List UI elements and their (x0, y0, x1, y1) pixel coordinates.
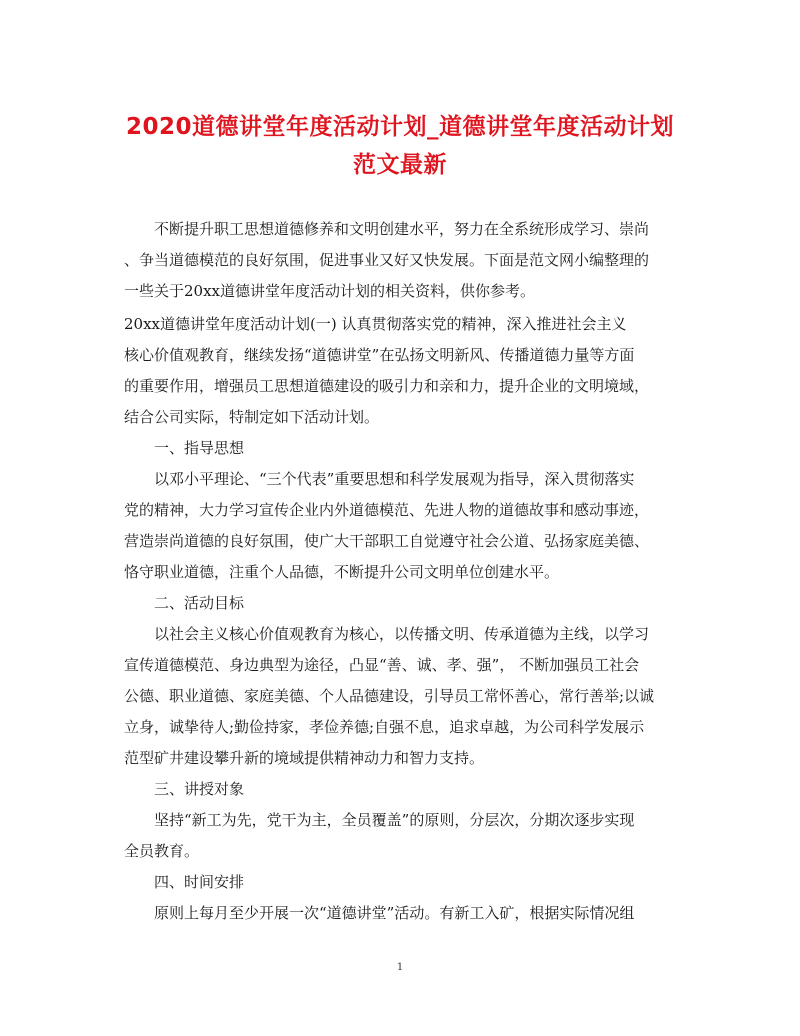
body-line: 坚持“新工为先，党干为主，全员覆盖”的原则，分层次，分期次逐步实现 (154, 811, 635, 829)
body-line: 核心价值观教育，继续发扬“道德讲堂”在弘扬文明新风、传播道德力量等方面 (124, 346, 635, 364)
section-heading: 四、时间安排 (154, 873, 245, 891)
body-line: 立身，诚挚待人;勤俭持家，孝俭养德;自强不息，追求卓越，为公司科学发展示 (124, 718, 645, 736)
body-line: 原则上每月至少开展一次“道德讲堂”活动。有新工入矿，根据实际情况组 (154, 904, 635, 922)
section-heading: 二、活动目标 (154, 594, 245, 612)
body-line: 不断提升职工思想道德修养和文明创建水平，努力在全系统形成学习、崇尚 (154, 220, 650, 238)
document-title-line-1: 2020道德讲堂年度活动计划_道德讲堂年度活动计划 (125, 114, 674, 140)
page-number: 1 (396, 962, 404, 973)
body-line: 党的精神，大力学习宣传企业内外道德模范、先进人物的道德故事和感动事迹， (124, 501, 650, 519)
body-line: 范型矿井建设攀升新的境域提供精神动力和智力支持。 (124, 749, 485, 767)
body-line: 、争当道德模范的良好氛围，促进事业又好又快发展。下面是范文网小编整理的 (124, 251, 650, 269)
body-line: 公德、职业道德、家庭美德、个人品德建设，引导员工常怀善心，常行善举;以诚 (124, 687, 655, 705)
document-title-line-2: 范文最新 (353, 152, 447, 178)
section-heading: 一、指导思想 (154, 439, 245, 457)
body-line: 结合公司实际，特制定如下活动计划。 (124, 408, 380, 426)
body-line: 宣传道德模范、身边典型为途径，凸显“善、诚、孝、强”， 不断加强员工社会 (124, 656, 640, 674)
body-line: 的重要作用，增强员工思想道德建设的吸引力和亲和力，提升企业的文明境域， (124, 377, 650, 395)
body-line: 营造崇尚道德的良好氛围，使广大干部职工自觉遵守社会公道、弘扬家庭美德、 (124, 532, 650, 550)
plan-heading-line: 20xx道德讲堂年度活动计划(一) 认真贯彻落实党的精神，深入推进社会主义 (124, 315, 627, 333)
section-heading: 三、讲授对象 (154, 780, 245, 798)
body-line: 一些关于20xx道德讲堂年度活动计划的相关资料，供你参考。 (124, 282, 536, 300)
body-line: 全员教育。 (124, 842, 200, 860)
body-line: 以邓小平理论、“三个代表”重要思想和科学发展观为指导，深入贯彻落实 (154, 470, 635, 488)
body-line: 以社会主义核心价值观教育为核心，以传播文明、传承道德为主线，以学习 (154, 625, 650, 643)
body-line: 恪守职业道德，注重个人品德，不断提升公司文明单位创建水平。 (124, 563, 560, 581)
